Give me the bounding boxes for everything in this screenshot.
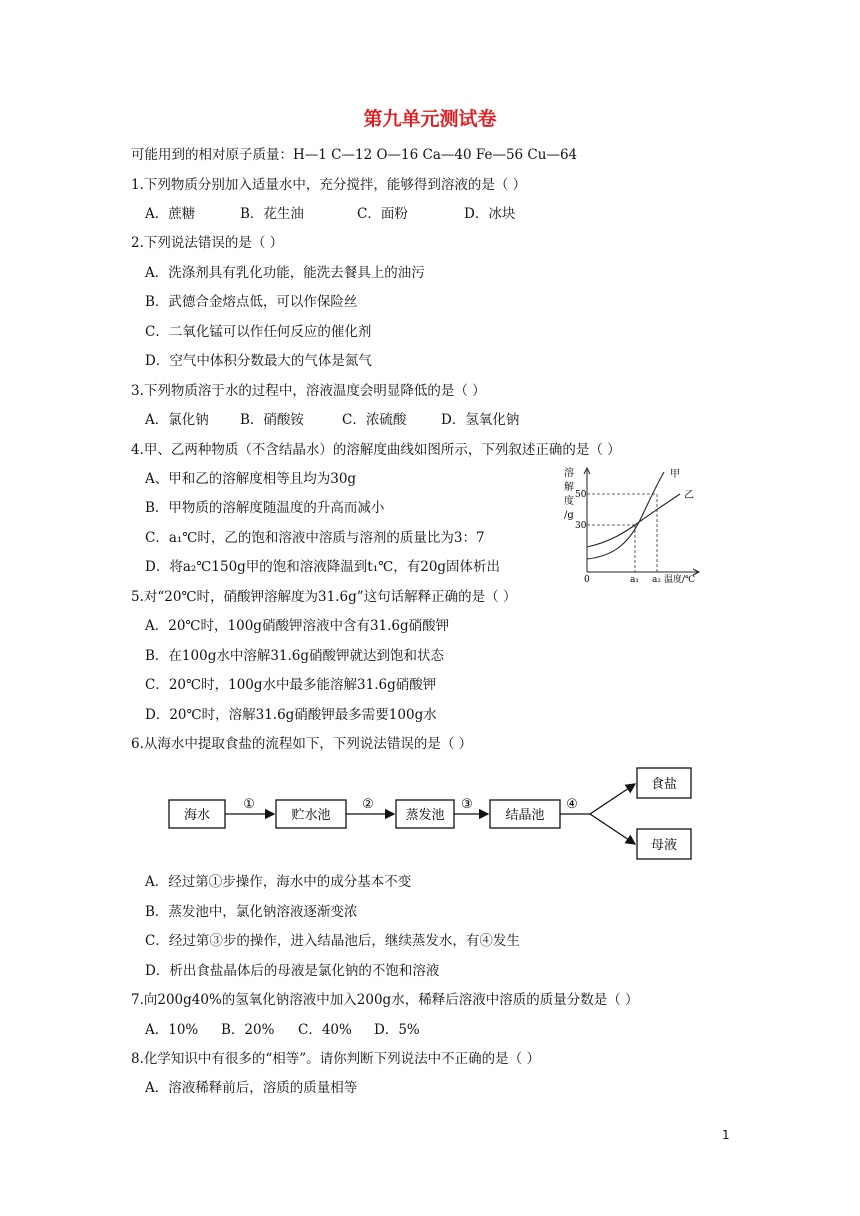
question-3-options bbox=[145, 411, 519, 429]
x-axis-label: 温度/℃ bbox=[664, 575, 696, 585]
q6-option-c: C．经过第③步的操作，进入结晶池后，继续蒸发水，有④发生 bbox=[145, 933, 520, 949]
q3-option-b: B．硝酸铵 bbox=[240, 412, 304, 428]
q5-option-c: C．20℃时，100g水中最多能溶解31.6g硝酸钾 bbox=[145, 677, 437, 693]
node-salt-label: 食盐 bbox=[650, 777, 678, 792]
question-1-options bbox=[145, 205, 515, 223]
x-tick-a2: a₂ bbox=[652, 575, 661, 585]
q2-option-a: A．洗涤剂具有乳化功能，能洗去餐具上的油污 bbox=[145, 265, 425, 281]
question-7-stem: 7.向200g40%的氢氧化钠溶液中加入200g水，稀释后溶液中溶质的质量分数是（ ） bbox=[131, 992, 639, 1008]
salt-extraction-flowchart bbox=[160, 762, 705, 862]
q2-option-c: C．二氧化锰可以作任何反应的催化剂 bbox=[145, 324, 372, 340]
q2-option-d: D．空气中体积分数最大的气体是氮气 bbox=[145, 353, 372, 369]
step-2-label: ② bbox=[362, 797, 374, 812]
origin-label: 0 bbox=[584, 575, 590, 585]
step-4-label: ④ bbox=[566, 797, 578, 812]
q3-option-a: A．氯化钠 bbox=[145, 412, 209, 428]
question-4-stem: 4.甲、乙两种物质（不含结晶水）的溶解度曲线如图所示，下列叙述正确的是（ ） bbox=[131, 442, 621, 458]
q4-option-a: A、甲和乙的溶解度相等且均为30g bbox=[145, 471, 357, 487]
q4-option-d: D．将a₂℃150g甲的饱和溶液降温到t₁℃，有20g固体析出 bbox=[145, 559, 501, 575]
y-label-char-3: 度 bbox=[564, 496, 574, 507]
q5-option-b: B．在100g水中溶解31.6g硝酸钾就达到饱和状态 bbox=[145, 648, 445, 664]
question-8-stem: 8.化学知识中有很多的“相等”。请你判断下列说法中不正确的是（ ） bbox=[131, 1051, 540, 1067]
q7-option-a: A．10% bbox=[145, 1022, 199, 1038]
q6-option-d: D．析出食盐晶体后的母液是氯化钠的不饱和溶液 bbox=[145, 963, 440, 979]
arrow-to-mother-liquor bbox=[590, 814, 635, 844]
q3-option-c: C．浓硫酸 bbox=[342, 412, 407, 428]
step-1-label: ① bbox=[243, 797, 255, 812]
x-tick-a1: a₁ bbox=[630, 575, 639, 585]
q1-option-b: B．花生油 bbox=[240, 206, 304, 222]
question-6-stem: 6.从海水中提取食盐的流程如下，下列说法错误的是（ ） bbox=[131, 736, 473, 752]
page-number: 1 bbox=[722, 1128, 730, 1142]
q6-option-b: B．蒸发池中，氯化钠溶液逐渐变浓 bbox=[145, 904, 358, 920]
q8-option-a: A．溶液稀释前后，溶质的质量相等 bbox=[145, 1080, 358, 1096]
q1-option-d: D．冰块 bbox=[464, 206, 516, 222]
q7-option-c: C．40% bbox=[298, 1022, 352, 1038]
q7-option-b: B．20% bbox=[221, 1022, 275, 1038]
node-evaporation-pool-label: 蒸发池 bbox=[405, 808, 445, 823]
node-sea-water-label: 海水 bbox=[183, 808, 211, 823]
question-7-options bbox=[145, 1021, 420, 1039]
y-tick-30: 30 bbox=[575, 521, 587, 531]
page-title: 第九单元测试卷 bbox=[363, 108, 497, 130]
series-label-yi: 乙 bbox=[684, 490, 694, 501]
y-label-char-2: 解 bbox=[564, 482, 574, 493]
q7-option-d: D．5% bbox=[374, 1022, 420, 1038]
arrow-to-salt bbox=[590, 784, 635, 814]
question-2-stem: 2.下列说法错误的是（ ） bbox=[131, 235, 284, 251]
question-3-stem: 3.下列物质溶于水的过程中，溶液温度会明显降低的是（ ） bbox=[131, 383, 486, 399]
y-label-char-4: /g bbox=[564, 510, 574, 521]
q1-option-c: C．面粉 bbox=[357, 206, 408, 222]
y-label-char-1: 溶 bbox=[564, 468, 574, 479]
q5-option-a: A．20℃时，100g硝酸钾溶液中含有31.6g硝酸钾 bbox=[145, 618, 450, 634]
q4-option-b: B．甲物质的溶解度随温度的升高而减小 bbox=[145, 500, 385, 516]
q5-option-d: D．20℃时，溶解31.6g硝酸钾最多需要100g水 bbox=[145, 707, 437, 723]
q2-option-b: B．武德合金熔点低，可以作保险丝 bbox=[145, 294, 358, 310]
atomic-masses-note: 可能用到的相对原子质量：H—1 C—12 O—16 Ca—40 Fe—56 Cu—64 bbox=[131, 147, 578, 163]
q4-option-c: C．a₁℃时，乙的饱和溶液中溶质与溶剂的质量比为3：7 bbox=[145, 530, 485, 546]
q3-option-d: D．氢氧化钠 bbox=[441, 412, 520, 428]
curve-yi bbox=[587, 494, 680, 547]
y-tick-50: 50 bbox=[575, 490, 587, 500]
node-mother-liquor-label: 母液 bbox=[650, 838, 678, 853]
node-storage-pool-label: 贮水池 bbox=[291, 808, 331, 823]
step-3-label: ③ bbox=[461, 797, 473, 812]
curve-jia bbox=[587, 472, 664, 559]
question-1-stem: 1.下列物质分别加入适量水中，充分搅拌，能够得到溶液的是（ ） bbox=[131, 177, 527, 193]
q1-option-a: A．蔗糖 bbox=[145, 206, 196, 222]
series-label-jia: 甲 bbox=[670, 469, 680, 480]
question-5-stem: 5.对“20℃时，硝酸钾溶解度为31.6g”这句话解释正确的是（ ） bbox=[131, 589, 517, 605]
node-crystallization-pool-label: 结晶池 bbox=[505, 808, 545, 823]
solubility-curve-figure bbox=[560, 464, 710, 594]
q6-option-a: A．经过第①步操作，海水中的成分基本不变 bbox=[145, 874, 412, 890]
